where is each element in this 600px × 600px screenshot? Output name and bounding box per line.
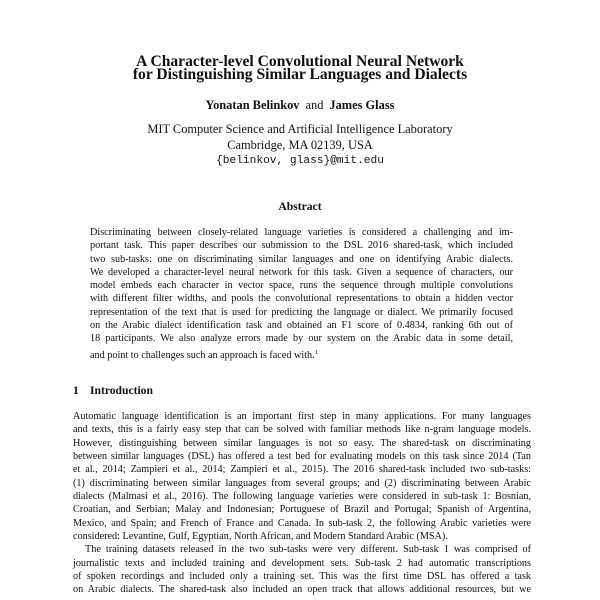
introduction-body <box>73 410 531 597</box>
abstract-line: on the Arabic dialect identification task and obtained an F1 score of 0.4834, ranking 6th out of <box>90 320 513 332</box>
section-heading-introduction <box>73 384 153 398</box>
body-line: Automatic language identification is an important first step in many applications. For many languages <box>73 411 531 422</box>
abstract-line: with different filter widths, and pools the convolutional representations to obtain a hidden vector <box>90 293 513 305</box>
footnote-marker[interactable]: 1 <box>314 348 318 356</box>
affiliation-address: Cambridge, MA 02139, USA <box>227 138 373 152</box>
abstract-body <box>90 226 513 359</box>
body-line: However, distinguishing between similar languages is not so easy. The shared-task on discriminating <box>73 437 531 449</box>
abstract-line: representation of the text that is used for predicting the language or dialect. We primarily focused <box>90 306 513 318</box>
abstract-line: two sub-tasks: one on discriminating similar languages and one on identifying Arabic dialects. <box>90 253 513 265</box>
abstract-line: Discriminating between closely-related language varieties is considered a challenging and im- <box>90 227 513 238</box>
body-line: and texts, this is a fairly easy step that can be solved with familiar methods like n-gram language models. <box>73 424 531 436</box>
abstract-line: model embeds each character in vector space, runs the sequence through multiple convolutions <box>90 280 513 292</box>
abstract-last-line <box>90 346 513 359</box>
body-line: et al., 2014; Zampieri et al., 2014; Zampieri et al., 2015). The 2016 shared-task included two sub-tasks: <box>73 464 531 476</box>
body-line: on Arabic dialects. The shared-task also included an open track that allows additional resources, but we <box>73 584 531 596</box>
author-list <box>0 98 600 113</box>
abstract-heading: Abstract <box>278 200 322 213</box>
title-line: A Character-level Convolutional Neural Network <box>136 53 464 70</box>
author-conjunction: and <box>305 98 324 112</box>
section-number: 1 <box>73 384 79 397</box>
author-name: James Glass <box>329 98 395 112</box>
body-line: journalistic texts and included training and development sets. Sub-task 2 had automatic transcriptions <box>73 557 531 569</box>
abstract-line: portant task. This paper describes our submission to the DSL 2016 shared-task, which included <box>90 240 513 252</box>
body-line: between similar languages (DSL) has offered a test bed for evaluating models on this task since 2014 (Tan <box>73 451 531 463</box>
body-line: Mexico, and Spain; and French of France and Canada. In sub-task 2, the following Arabic varieties were <box>73 517 531 529</box>
body-line: of spoken recordings and included only a training set. This was the first time DSL has offered a task <box>73 571 531 583</box>
body-line: Croatian, and Serbian; Malay and Indonesian; Portuguese of Brazil and Portugal; Spanish of Argentina, <box>73 504 531 516</box>
abstract-line: We developed a character-level neural network for this task. Given a sequence of characters, our <box>90 266 513 278</box>
paper-title <box>0 52 600 84</box>
section-title: Introduction <box>90 384 153 397</box>
title-line: for Distinguishing Similar Languages and Dialects <box>132 66 468 84</box>
body-line: dialects (Malmasi et al., 2016). The following language varieties were considered in sub-task 1: Bosnian, <box>73 491 531 503</box>
body-line: The training datasets released in the two sub-tasks were very different. Sub-task 1 was comprised of <box>85 544 531 556</box>
author-email: {belinkov, glass}@mit.edu <box>216 155 384 167</box>
affiliation: MIT Computer Science and Artificial Intelligence Laboratory <box>147 122 453 136</box>
author-name: Yonatan Belinkov <box>205 98 300 112</box>
abstract-line: 18 participants. We also analyze errors made by our system on the Arabic data in some detail, <box>90 333 513 345</box>
abstract-line-text: and point to challenges such an approach is faced with. <box>90 349 315 361</box>
body-line: considered: Levantine, Gulf, Egyptian, North African, and Modern Standard Arabic (MSA). <box>73 531 448 543</box>
body-line: (1) discriminating between similar languages from several groups; and (2) discriminating between Arabic <box>73 477 531 489</box>
